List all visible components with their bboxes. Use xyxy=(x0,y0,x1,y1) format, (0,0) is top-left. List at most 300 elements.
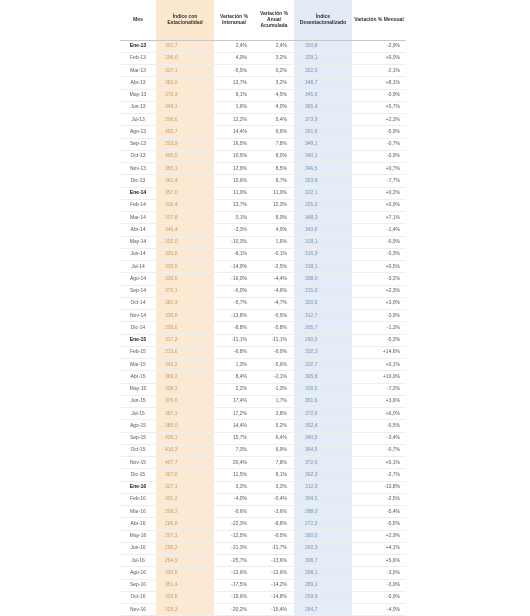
cell-indice-desestacionalizado: 348,3 xyxy=(294,212,352,224)
cell-mes: Feb-16 xyxy=(120,493,156,505)
cell-variacion-acumulada: -9,0% xyxy=(254,346,294,358)
cell-indice-desestacionalizado: 315,0 xyxy=(294,285,352,297)
cell-variacion-acumulada: -2,1% xyxy=(254,371,294,383)
cell-mes: Feb-15 xyxy=(120,346,156,358)
cell-variacion-interanual: -5,7% xyxy=(214,297,254,309)
cell-variacion-acumulada: -13,6% xyxy=(254,567,294,579)
cell-variacion-mensual: -5,4% xyxy=(352,506,406,518)
cell-variacion-acumulada: 12,3% xyxy=(254,199,294,211)
cell-mes: Dic-15 xyxy=(120,469,156,481)
cell-mes: Feb-14 xyxy=(120,199,156,211)
table-row xyxy=(120,542,406,554)
header-mes: Mes xyxy=(120,0,156,40)
cell-indice-desestacionalizado: 364,5 xyxy=(294,444,352,456)
table-row xyxy=(120,604,406,616)
table-row xyxy=(120,163,406,175)
cell-variacion-mensual: +14,6% xyxy=(352,346,406,358)
cell-variacion-acumulada: 11,0% xyxy=(254,187,294,199)
cell-variacion-interanual: -8,8% xyxy=(214,322,254,334)
cell-variacion-mensual: -7,7% xyxy=(352,175,406,187)
cell-variacion-acumulada: -4,4% xyxy=(254,273,294,285)
cell-variacion-acumulada: -14,8% xyxy=(254,591,294,603)
cell-indice-desestacionalizado: 325,0 xyxy=(294,199,352,211)
header-variacion-mensual: Variación % Mensual xyxy=(352,0,406,40)
cell-variacion-mensual: -5,5% xyxy=(352,518,406,530)
cell-mes: Nov-15 xyxy=(120,457,156,469)
table-row xyxy=(120,395,406,407)
cell-variacion-interanual: -19,6% xyxy=(214,591,254,603)
cell-mes: May-14 xyxy=(120,236,156,248)
cell-mes: Sep-13 xyxy=(120,138,156,150)
cell-mes: Sep-16 xyxy=(120,579,156,591)
cell-variacion-mensual: -1,3% xyxy=(352,322,406,334)
cell-variacion-acumulada: -4,6% xyxy=(254,285,294,297)
cell-variacion-acumulada: 7,8% xyxy=(254,138,294,150)
cell-variacion-mensual: +5,1% xyxy=(352,457,406,469)
table-row xyxy=(120,175,406,187)
cell-variacion-interanual: 17,2% xyxy=(214,408,254,420)
table-row xyxy=(120,285,406,297)
cell-indice-estacionalidad: 397,1 xyxy=(156,408,214,420)
cell-mes: Nov-16 xyxy=(120,604,156,616)
cell-mes: Jul-16 xyxy=(120,555,156,567)
table-row xyxy=(120,530,406,542)
table-row xyxy=(120,101,406,113)
cell-mes: Ene-16 xyxy=(120,481,156,493)
cell-variacion-interanual: 13,7% xyxy=(214,77,254,89)
cell-indice-desestacionalizado: 312,3 xyxy=(294,481,352,493)
cell-indice-desestacionalizado: 349,1 xyxy=(294,138,352,150)
cell-variacion-acumulada: -9,5% xyxy=(254,530,294,542)
cell-mes: Jun-13 xyxy=(120,101,156,113)
cell-mes: Nov-14 xyxy=(120,310,156,322)
table-row xyxy=(120,261,406,273)
cell-variacion-interanual: -22,3% xyxy=(214,518,254,530)
cell-indice-desestacionalizado: 289,1 xyxy=(294,579,352,591)
cell-variacion-acumulada: 5,2% xyxy=(254,420,294,432)
cell-indice-desestacionalizado: 308,0 xyxy=(294,273,352,285)
cell-indice-desestacionalizado: 351,6 xyxy=(294,395,352,407)
cell-indice-desestacionalizado: 284,7 xyxy=(294,604,352,616)
cell-variacion-acumulada: 6,4% xyxy=(254,432,294,444)
table-row xyxy=(120,383,406,395)
table-row xyxy=(120,52,406,64)
cell-variacion-acumulada: 8,0% xyxy=(254,212,294,224)
table-row xyxy=(120,469,406,481)
cell-indice-estacionalidad: 296,2 xyxy=(156,542,214,554)
cell-variacion-interanual: 4,0% xyxy=(214,52,254,64)
cell-indice-estacionalidad: 426,1 xyxy=(156,432,214,444)
cell-variacion-mensual: +5,6% xyxy=(352,555,406,567)
cell-indice-desestacionalizado: 345,5 xyxy=(294,89,352,101)
table-row xyxy=(120,248,406,260)
cell-variacion-interanual: 14,4% xyxy=(214,420,254,432)
cell-variacion-mensual: -0,9% xyxy=(352,89,406,101)
cell-variacion-mensual: -7,2% xyxy=(352,383,406,395)
cell-variacion-acumulada: -2,5% xyxy=(254,261,294,273)
cell-variacion-acumulada: 6,9% xyxy=(254,444,294,456)
cell-variacion-mensual: +0,9% xyxy=(352,199,406,211)
cell-mes: May-15 xyxy=(120,383,156,395)
cell-variacion-interanual: 1,6% xyxy=(214,101,254,113)
cell-indice-estacionalidad: 339,3 xyxy=(156,383,214,395)
cell-mes: Abr-15 xyxy=(120,371,156,383)
cell-indice-estacionalidad: 376,6 xyxy=(156,395,214,407)
cell-variacion-mensual: -6,9% xyxy=(352,236,406,248)
cell-mes: Feb-13 xyxy=(120,52,156,64)
cell-indice-estacionalidad: 313,6 xyxy=(156,346,214,358)
header-variacion-acumulada: Variación % Anual Acumulada xyxy=(254,0,294,40)
cell-mes: Ago-16 xyxy=(120,567,156,579)
cell-indice-desestacionalizado: 365,4 xyxy=(294,101,352,113)
cell-indice-estacionalidad: 400,7 xyxy=(156,126,214,138)
cell-variacion-interanual: -25,7% xyxy=(214,555,254,567)
table-row xyxy=(120,579,406,591)
cell-variacion-interanual: -20,2% xyxy=(214,604,254,616)
cell-mes: Mar-15 xyxy=(120,359,156,371)
cell-variacion-interanual: -3,3% xyxy=(214,224,254,236)
cell-variacion-interanual: 12,2% xyxy=(214,114,254,126)
cell-indice-desestacionalizado: 312,7 xyxy=(294,310,352,322)
cell-indice-desestacionalizado: 320,8 xyxy=(294,40,352,52)
cell-mes: Jul-15 xyxy=(120,408,156,420)
cell-indice-estacionalidad: 382,3 xyxy=(156,297,214,309)
cell-indice-estacionalidad: 286,8 xyxy=(156,518,214,530)
cell-variacion-mensual: -0,9% xyxy=(352,591,406,603)
cell-variacion-acumulada: -5,5% xyxy=(254,310,294,322)
cell-indice-estacionalidad: 398,6 xyxy=(156,114,214,126)
table-row xyxy=(120,567,406,579)
cell-variacion-interanual: 10,5% xyxy=(214,150,254,162)
cell-mes: Jun-16 xyxy=(120,542,156,554)
table-row xyxy=(120,420,406,432)
cell-indice-estacionalidad: 328,6 xyxy=(156,322,214,334)
cell-mes: Abr-14 xyxy=(120,224,156,236)
cell-indice-estacionalidad: 370,1 xyxy=(156,285,214,297)
cell-variacion-interanual: 2,2% xyxy=(214,383,254,395)
cell-variacion-interanual: 14,4% xyxy=(214,126,254,138)
cell-indice-estacionalidad: 296,0 xyxy=(156,52,214,64)
cell-variacion-mensual: +6,0% xyxy=(352,408,406,420)
cell-variacion-acumulada: -15,4% xyxy=(254,604,294,616)
index-table xyxy=(120,0,406,616)
table-row xyxy=(120,518,406,530)
cell-variacion-acumulada: 6,6% xyxy=(254,126,294,138)
table-row xyxy=(120,444,406,456)
cell-indice-desestacionalizado: 343,6 xyxy=(294,224,352,236)
cell-variacion-mensual: +0,2% xyxy=(352,187,406,199)
cell-indice-desestacionalizado: 362,3 xyxy=(294,469,352,481)
cell-indice-estacionalidad: 338,8 xyxy=(156,310,214,322)
cell-variacion-acumulada: -11,7% xyxy=(254,542,294,554)
cell-indice-estacionalidad: 297,1 xyxy=(156,530,214,542)
table-row xyxy=(120,346,406,358)
cell-mes: Mar-16 xyxy=(120,506,156,518)
cell-mes: Jul-13 xyxy=(120,114,156,126)
table-row xyxy=(120,297,406,309)
cell-variacion-mensual: +0,5% xyxy=(352,261,406,273)
table-row xyxy=(120,114,406,126)
header-row xyxy=(120,0,406,40)
cell-indice-desestacionalizado: 259,9 xyxy=(294,591,352,603)
cell-variacion-interanual: -14,9% xyxy=(214,261,254,273)
cell-variacion-mensual: -2,7% xyxy=(352,469,406,481)
table-row xyxy=(120,236,406,248)
cell-variacion-mensual: +4,1% xyxy=(352,542,406,554)
table-header xyxy=(120,0,406,40)
cell-indice-desestacionalizado: 305,7 xyxy=(294,322,352,334)
cell-variacion-interanual: -13,8% xyxy=(214,310,254,322)
cell-variacion-interanual: -5,5% xyxy=(214,65,254,77)
cell-variacion-mensual: +2,3% xyxy=(352,114,406,126)
table-row xyxy=(120,212,406,224)
cell-indice-desestacionalizado: 318,1 xyxy=(294,261,352,273)
cell-variacion-mensual: +2,3% xyxy=(352,285,406,297)
cell-variacion-acumulada: -13,6% xyxy=(254,555,294,567)
cell-indice-desestacionalizado: 318,1 xyxy=(294,236,352,248)
cell-variacion-mensual: -2,9% xyxy=(352,40,406,52)
cell-variacion-mensual: -2,1% xyxy=(352,65,406,77)
cell-indice-desestacionalizado: 365,8 xyxy=(294,371,352,383)
cell-indice-desestacionalizado: 332,7 xyxy=(294,359,352,371)
cell-variacion-mensual: -1,4% xyxy=(352,224,406,236)
cell-variacion-mensual: +2,9% xyxy=(352,530,406,542)
table-row xyxy=(120,138,406,150)
cell-variacion-acumulada: -5,6% xyxy=(254,359,294,371)
cell-variacion-mensual: -3,4% xyxy=(352,432,406,444)
cell-variacion-acumulada: 1,6% xyxy=(254,236,294,248)
cell-mes: Oct-14 xyxy=(120,297,156,309)
cell-variacion-mensual: -0,7% xyxy=(352,444,406,456)
cell-variacion-mensual: +7,1% xyxy=(352,212,406,224)
cell-variacion-acumulada: -3,6% xyxy=(254,506,294,518)
cell-mes: Ago-13 xyxy=(120,126,156,138)
cell-indice-estacionalidad: 351,4 xyxy=(156,579,214,591)
cell-variacion-interanual: -9,6% xyxy=(214,506,254,518)
cell-variacion-interanual: 20,4% xyxy=(214,457,254,469)
table-row xyxy=(120,591,406,603)
cell-variacion-acumulada: 4,0% xyxy=(254,101,294,113)
table-row xyxy=(120,126,406,138)
table-body xyxy=(120,40,406,616)
cell-indice-estacionalidad: 393,9 xyxy=(156,138,214,150)
table-row xyxy=(120,408,406,420)
cell-indice-estacionalidad: 294,9 xyxy=(156,555,214,567)
cell-variacion-interanual: 7,3% xyxy=(214,444,254,456)
cell-indice-desestacionalizado: 339,5 xyxy=(294,383,352,395)
cell-mes: Abr-13 xyxy=(120,77,156,89)
cell-variacion-interanual: -6,0% xyxy=(214,285,254,297)
cell-indice-estacionalidad: 317,3 xyxy=(156,334,214,346)
cell-variacion-interanual: 15,7% xyxy=(214,432,254,444)
cell-variacion-interanual: 17,4% xyxy=(214,395,254,407)
table-row xyxy=(120,89,406,101)
cell-variacion-acumulada: -4,7% xyxy=(254,297,294,309)
cell-mes: Jul-14 xyxy=(120,261,156,273)
cell-indice-desestacionalizado: 372,6 xyxy=(294,457,352,469)
cell-variacion-interanual: -21,3% xyxy=(214,542,254,554)
cell-variacion-acumulada: 4,5% xyxy=(254,89,294,101)
cell-mes: Ago-15 xyxy=(120,420,156,432)
cell-indice-estacionalidad: 339,5 xyxy=(156,261,214,273)
cell-mes: Oct-13 xyxy=(120,150,156,162)
cell-indice-desestacionalizado: 320,5 xyxy=(294,297,352,309)
cell-indice-desestacionalizado: 340,1 xyxy=(294,150,352,162)
table-row xyxy=(120,432,406,444)
cell-mes: Nov-13 xyxy=(120,163,156,175)
cell-variacion-interanual: 9,1% xyxy=(214,89,254,101)
cell-variacion-mensual: +5,7% xyxy=(352,101,406,113)
cell-variacion-mensual: +8,1% xyxy=(352,77,406,89)
cell-indice-estacionalidad: 363,9 xyxy=(156,77,214,89)
cell-indice-desestacionalizado: 288,0 xyxy=(294,506,352,518)
cell-indice-estacionalidad: 301,2 xyxy=(156,493,214,505)
cell-variacion-mensual: +0,1% xyxy=(352,359,406,371)
header-indice-desestacionalizado: Índice Desestacionalizado xyxy=(294,0,352,40)
cell-variacion-mensual: +6,0% xyxy=(352,52,406,64)
cell-variacion-acumulada: -0,1% xyxy=(254,248,294,260)
table-row xyxy=(120,224,406,236)
cell-variacion-acumulada: 4,9% xyxy=(254,224,294,236)
table-row xyxy=(120,77,406,89)
cell-mes: Mar-13 xyxy=(120,65,156,77)
cell-variacion-acumulada: 7,8% xyxy=(254,457,294,469)
cell-variacion-interanual: 13,7% xyxy=(214,199,254,211)
cell-variacion-interanual: 8,4% xyxy=(214,371,254,383)
cell-indice-estacionalidad: 357,0 xyxy=(156,187,214,199)
cell-variacion-acumulada: 8,7% xyxy=(254,175,294,187)
cell-indice-estacionalidad: 370,3 xyxy=(156,89,214,101)
cell-variacion-mensual: -2,5% xyxy=(352,493,406,505)
cell-variacion-interanual: 3,3% xyxy=(214,481,254,493)
cell-variacion-acumulada: 8,1% xyxy=(254,469,294,481)
cell-mes: Ene-13 xyxy=(120,40,156,52)
cell-indice-desestacionalizado: 340,5 xyxy=(294,432,352,444)
cell-indice-estacionalidad: 361,4 xyxy=(156,175,214,187)
cell-variacion-interanual: -17,5% xyxy=(214,579,254,591)
cell-variacion-acumulada: 0,2% xyxy=(254,65,294,77)
cell-mes: Ene-14 xyxy=(120,187,156,199)
cell-indice-estacionalidad: 385,0 xyxy=(156,420,214,432)
cell-indice-estacionalidad: 395,1 xyxy=(156,163,214,175)
cell-variacion-mensual: +10,0% xyxy=(352,371,406,383)
cell-indice-estacionalidad: 407,7 xyxy=(156,457,214,469)
table-row xyxy=(120,334,406,346)
cell-variacion-interanual: -11,1% xyxy=(214,334,254,346)
cell-indice-desestacionalizado: 322,5 xyxy=(294,65,352,77)
cell-variacion-acumulada: 8,0% xyxy=(254,150,294,162)
table-row xyxy=(120,65,406,77)
cell-variacion-acumulada: 3,2% xyxy=(254,77,294,89)
cell-mes: Oct-16 xyxy=(120,591,156,603)
cell-indice-desestacionalizado: 322,1 xyxy=(294,187,352,199)
cell-mes: Mar-14 xyxy=(120,212,156,224)
cell-variacion-interanual: -16,0% xyxy=(214,273,254,285)
table-row xyxy=(120,310,406,322)
cell-mes: May-13 xyxy=(120,89,156,101)
cell-indice-desestacionalizado: 323,8 xyxy=(294,175,352,187)
cell-variacion-acumulada: -8,8% xyxy=(254,518,294,530)
cell-variacion-mensual: +3,6% xyxy=(352,395,406,407)
cell-mes: Jun-15 xyxy=(120,395,156,407)
cell-mes: Sep-15 xyxy=(120,432,156,444)
data-table-container xyxy=(120,0,406,616)
cell-indice-desestacionalizado: 352,4 xyxy=(294,420,352,432)
cell-indice-estacionalidad: 320,8 xyxy=(156,248,214,260)
cell-indice-estacionalidad: 346,4 xyxy=(156,224,214,236)
cell-indice-estacionalidad: 327,1 xyxy=(156,481,214,493)
cell-variacion-acumulada: -5,8% xyxy=(254,322,294,334)
cell-variacion-interanual: -8,1% xyxy=(214,248,254,260)
cell-variacion-mensual: -0,7% xyxy=(352,138,406,150)
table-row xyxy=(120,371,406,383)
cell-variacion-interanual: -12,5% xyxy=(214,530,254,542)
cell-mes: Dic-13 xyxy=(120,175,156,187)
cell-variacion-interanual: 12,9% xyxy=(214,163,254,175)
table-row xyxy=(120,359,406,371)
cell-variacion-mensual: -0,3% xyxy=(352,248,406,260)
cell-mes: Oct-15 xyxy=(120,444,156,456)
cell-variacion-interanual: 16,5% xyxy=(214,138,254,150)
table-row xyxy=(120,322,406,334)
cell-indice-desestacionalizado: 308,7 xyxy=(294,555,352,567)
cell-indice-estacionalidad: 336,4 xyxy=(156,199,214,211)
table-row xyxy=(120,187,406,199)
cell-indice-estacionalidad: 337,1 xyxy=(156,65,214,77)
cell-variacion-acumulada: 3,2% xyxy=(254,52,294,64)
cell-indice-estacionalidad: 405,5 xyxy=(156,150,214,162)
cell-indice-desestacionalizado: 304,5 xyxy=(294,493,352,505)
cell-variacion-mensual: -13,8% xyxy=(352,481,406,493)
cell-variacion-acumulada: 1,7% xyxy=(254,395,294,407)
cell-indice-estacionalidad: 329,8 xyxy=(156,591,214,603)
cell-indice-estacionalidad: 342,2 xyxy=(156,359,214,371)
table-row xyxy=(120,273,406,285)
cell-variacion-mensual: -3,9% xyxy=(352,310,406,322)
cell-indice-estacionalidad: 325,3 xyxy=(156,604,214,616)
cell-variacion-acumulada: 2,4% xyxy=(254,40,294,52)
table-row xyxy=(120,40,406,52)
cell-indice-desestacionalizado: 346,5 xyxy=(294,163,352,175)
cell-mes: Ago-14 xyxy=(120,273,156,285)
cell-indice-desestacionalizado: 272,2 xyxy=(294,518,352,530)
cell-variacion-interanual: 0,1% xyxy=(214,212,254,224)
table-row xyxy=(120,199,406,211)
cell-variacion-interanual: -13,6% xyxy=(214,567,254,579)
cell-variacion-interanual: -6,8% xyxy=(214,346,254,358)
header-indice-estacionalidad: Índice con Estacionalidad xyxy=(156,0,214,40)
cell-mes: Sep-14 xyxy=(120,285,156,297)
cell-mes: Abr-16 xyxy=(120,518,156,530)
cell-variacion-mensual: +0,7% xyxy=(352,163,406,175)
cell-indice-desestacionalizado: 332,3 xyxy=(294,346,352,358)
cell-variacion-mensual: +3,0% xyxy=(352,297,406,309)
table-row xyxy=(120,481,406,493)
cell-variacion-interanual: -4,0% xyxy=(214,493,254,505)
table-row xyxy=(120,555,406,567)
cell-indice-estacionalidad: 337,8 xyxy=(156,212,214,224)
cell-mes: Jun-14 xyxy=(120,248,156,260)
cell-variacion-mensual: -5,5% xyxy=(352,420,406,432)
cell-variacion-acumulada: -0,4% xyxy=(254,493,294,505)
cell-indice-estacionalidad: 369,2 xyxy=(156,371,214,383)
cell-variacion-interanual: 10,6% xyxy=(214,175,254,187)
cell-mes: May-16 xyxy=(120,530,156,542)
cell-variacion-acumulada: -14,2% xyxy=(254,579,294,591)
cell-indice-estacionalidad: 349,1 xyxy=(156,101,214,113)
cell-indice-estacionalidad: 367,6 xyxy=(156,469,214,481)
cell-variacion-acumulada: -11,1% xyxy=(254,334,294,346)
